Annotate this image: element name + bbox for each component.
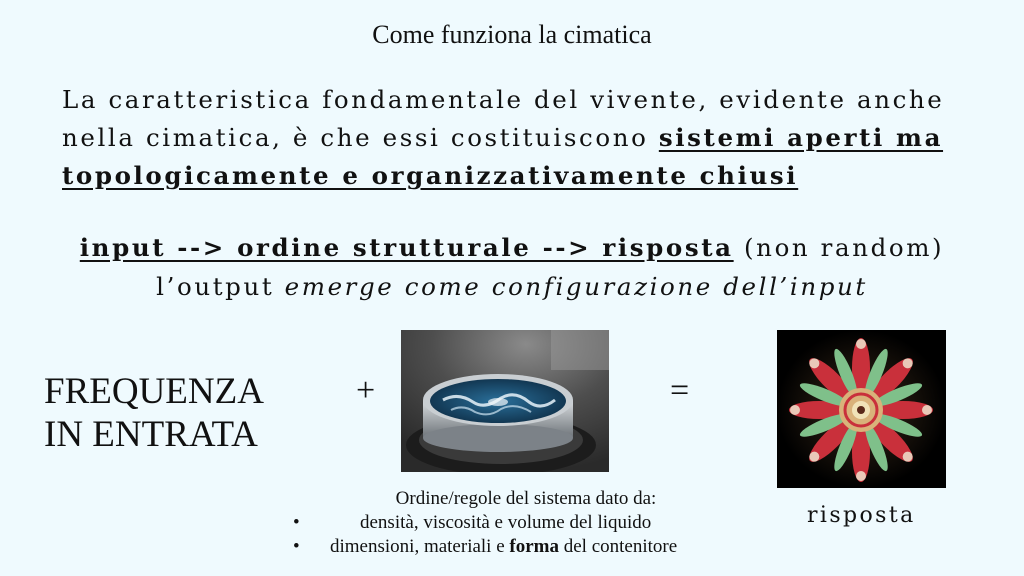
- rules-list: [290, 511, 750, 559]
- cymatic-pattern-illustration: [777, 330, 946, 488]
- output-line: [0, 272, 1024, 301]
- io-note: (non random): [733, 233, 945, 262]
- output-prefix: l’output: [156, 272, 285, 301]
- frequency-line-1: FREQUENZA: [44, 371, 264, 412]
- rules-item: [290, 511, 750, 535]
- cymatic-pattern-photo: [777, 330, 946, 488]
- slide-title: Come funziona la cimatica: [372, 20, 652, 49]
- output-italic: emerge come configurazione dell’input: [284, 272, 868, 301]
- rules-item-text: del contenitore: [559, 536, 678, 557]
- rules-heading: Ordine/regole del sistema dato da:: [395, 488, 657, 509]
- frequency-label: [44, 370, 264, 456]
- paragraph-emphasis: sistemi aperti ma topologicamente e organizzativamente chiusi: [62, 123, 944, 190]
- response-label: risposta: [807, 503, 916, 528]
- dish-illustration: [401, 330, 609, 472]
- rules-item-text: dimensioni, materiali e: [330, 536, 510, 557]
- frequency-line-2: IN ENTRATA: [44, 414, 258, 455]
- rules-item-text: densità, viscosità e volume del liquido: [360, 512, 652, 533]
- rules-item: [290, 535, 750, 559]
- main-paragraph: [62, 81, 962, 195]
- bullet: •: [293, 536, 300, 557]
- system-rules: [290, 487, 750, 559]
- dish-photo: [401, 330, 609, 472]
- io-chain: input --> ordine strutturale --> risposta: [79, 233, 734, 262]
- rules-item-emphasis: forma: [509, 536, 559, 557]
- bullet: •: [293, 512, 300, 533]
- paragraph-text: La caratteristica fondamentale del vivente, evidente anche nella cimatica, è che essi costituiscono: [62, 85, 945, 152]
- plus-sign: +: [356, 372, 376, 409]
- equals-sign: =: [670, 372, 690, 409]
- io-line: [0, 233, 1024, 262]
